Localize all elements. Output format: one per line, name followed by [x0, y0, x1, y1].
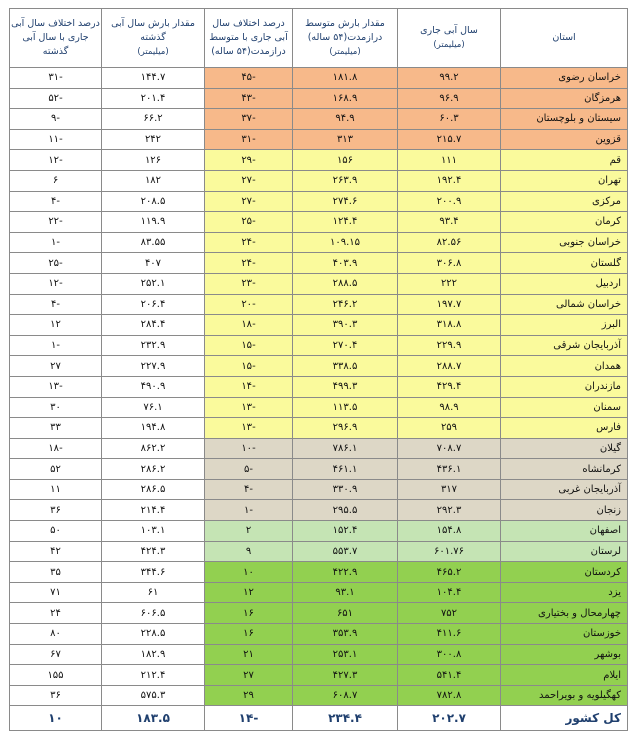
- longterm-avg-cell: ۲۷۴.۶: [293, 191, 398, 212]
- diff-vs-avg-cell: -۱: [205, 500, 293, 521]
- current-year-cell: ۴۶۵.۲: [398, 562, 501, 583]
- current-year-cell: ۳۱۸.۸: [398, 315, 501, 336]
- current-year-cell: ۴۳۶.۱: [398, 459, 501, 480]
- province-cell: اصفهان: [501, 521, 628, 542]
- current-year-cell: ۱۰۴.۴: [398, 582, 501, 603]
- longterm-avg-cell: ۵۵۳.۷: [293, 541, 398, 562]
- longterm-avg-cell: ۱۱۳.۵: [293, 397, 398, 418]
- province-cell: کردستان: [501, 562, 628, 583]
- province-cell: سیستان و بلوچستان: [501, 109, 628, 130]
- last-year-cell: ۲۸۶.۵: [102, 479, 205, 500]
- province-cell: گلستان: [501, 253, 628, 274]
- current-year-cell: ۲۲۲: [398, 273, 501, 294]
- diff-vs-avg-cell: -۵: [205, 459, 293, 480]
- longterm-avg-cell: ۱۲۴.۴: [293, 212, 398, 233]
- last-year-cell: ۴۲۴.۳: [102, 541, 205, 562]
- last-year-cell: ۱۸۲: [102, 170, 205, 191]
- table-row: [10, 212, 628, 233]
- current-year-cell: ۲۸۸.۷: [398, 356, 501, 377]
- table-row: [10, 665, 628, 686]
- diff-vs-last-cell: ۸۰: [10, 624, 102, 645]
- diff-vs-last-cell: ۱۱: [10, 479, 102, 500]
- last-year-cell: ۶۶.۲: [102, 109, 205, 130]
- current-year-cell: ۸۲.۵۶: [398, 232, 501, 253]
- longterm-avg-cell: ۱۶۸.۹: [293, 88, 398, 109]
- province-cell: خراسان شمالی: [501, 294, 628, 315]
- last-year-cell: ۱۴۴.۷: [102, 68, 205, 89]
- table-row: [10, 479, 628, 500]
- last-year-cell: ۲۳۲.۹: [102, 335, 205, 356]
- province-cell: ایلام: [501, 665, 628, 686]
- last-year-cell: ۵۷۵.۳: [102, 685, 205, 706]
- diff-vs-last-cell: -۹: [10, 109, 102, 130]
- last-year-cell: ۸۳.۵۵: [102, 232, 205, 253]
- table-row: [10, 232, 628, 253]
- last-year-cell: ۲۱۲.۴: [102, 665, 205, 686]
- diff-vs-avg-cell: ۱۲: [205, 582, 293, 603]
- diff-vs-avg-cell: ۲: [205, 521, 293, 542]
- diff-vs-last-cell: ۱۲: [10, 315, 102, 336]
- last-year-cell: ۱۰۳.۱: [102, 521, 205, 542]
- table-row: [10, 253, 628, 274]
- longterm-avg-cell: ۱۸۱.۸: [293, 68, 398, 89]
- diff-vs-avg-cell: -۲۷: [205, 170, 293, 191]
- longterm-avg-cell: ۲۶۳.۹: [293, 170, 398, 191]
- diff-vs-last-cell: -۱: [10, 335, 102, 356]
- province-cell: خراسان جنوبی: [501, 232, 628, 253]
- diff-vs-avg-cell: -۲۹: [205, 150, 293, 171]
- diff-vs-avg-cell: -۱۳: [205, 418, 293, 439]
- last-year-cell: ۷۶.۱: [102, 397, 205, 418]
- diff-vs-avg-cell: -۱۴: [205, 376, 293, 397]
- table-row: [10, 644, 628, 665]
- current-year-cell: ۳۱۷: [398, 479, 501, 500]
- rainfall-table-container: [9, 8, 627, 731]
- current-year-cell: ۱۵۴.۸: [398, 521, 501, 542]
- diff-vs-avg-cell: -۴۳: [205, 88, 293, 109]
- diff-vs-last-cell: -۱۲: [10, 150, 102, 171]
- longterm-avg-cell: ۶۰۸.۷: [293, 685, 398, 706]
- last-year-cell: ۱۲۶: [102, 150, 205, 171]
- province-cell: خراسان رضوی: [501, 68, 628, 89]
- longterm-avg-cell: ۲۷۰.۴: [293, 335, 398, 356]
- longterm-avg-cell: ۲۴۶.۲: [293, 294, 398, 315]
- table-row: [10, 129, 628, 150]
- current-year-cell: ۲۱۵.۷: [398, 129, 501, 150]
- current-year-cell: ۱۹۲.۴: [398, 170, 501, 191]
- table-row: [10, 356, 628, 377]
- current-year-cell: ۲۰۰.۹: [398, 191, 501, 212]
- last-year-cell: ۲۱۴.۴: [102, 500, 205, 521]
- diff-vs-last-cell: ۱۵۵: [10, 665, 102, 686]
- table-row: [10, 582, 628, 603]
- province-cell: لرستان: [501, 541, 628, 562]
- rainfall-table: [9, 8, 628, 731]
- diff-vs-last-cell: ۳۵: [10, 562, 102, 583]
- diff-vs-avg-cell: ۲۷: [205, 665, 293, 686]
- current-year-cell: ۶۰۱.۷۶: [398, 541, 501, 562]
- last-year-cell: ۱۱۹.۹: [102, 212, 205, 233]
- total-last: ۱۸۳.۵: [102, 706, 205, 731]
- last-year-cell: ۶۱: [102, 582, 205, 603]
- longterm-avg-cell: ۲۵۳.۱: [293, 644, 398, 665]
- province-cell: همدان: [501, 356, 628, 377]
- diff-vs-avg-cell: -۲۵: [205, 212, 293, 233]
- diff-vs-avg-cell: ۲۱: [205, 644, 293, 665]
- current-year-cell: ۱۱۱: [398, 150, 501, 171]
- diff-vs-avg-cell: -۱۸: [205, 315, 293, 336]
- province-cell: آذربایجان غربی: [501, 479, 628, 500]
- table-row: [10, 315, 628, 336]
- diff-vs-avg-cell: -۱۳: [205, 397, 293, 418]
- last-year-cell: ۱۹۴.۸: [102, 418, 205, 439]
- current-year-cell: ۶۰.۳: [398, 109, 501, 130]
- table-row: [10, 397, 628, 418]
- province-cell: اردبیل: [501, 273, 628, 294]
- longterm-avg-cell: ۴۹۹.۳: [293, 376, 398, 397]
- diff-vs-last-cell: ۵۲: [10, 459, 102, 480]
- current-year-cell: ۴۲۹.۴: [398, 376, 501, 397]
- table-row: [10, 624, 628, 645]
- current-year-cell: ۱۹۷.۷: [398, 294, 501, 315]
- current-year-cell: ۵۴۱.۴: [398, 665, 501, 686]
- last-year-cell: ۲۵۲.۱: [102, 273, 205, 294]
- province-cell: کهگیلویه و بویراحمد: [501, 685, 628, 706]
- province-cell: آذربایجان شرقی: [501, 335, 628, 356]
- current-year-cell: ۹۸.۹: [398, 397, 501, 418]
- diff-vs-avg-cell: ۱۰: [205, 562, 293, 583]
- header-diff-vs-last: درصد اختلاف سال آبی جاری با سال آبی گذشته: [10, 9, 102, 68]
- diff-vs-last-cell: -۱۱: [10, 129, 102, 150]
- diff-vs-avg-cell: -۲۴: [205, 232, 293, 253]
- diff-vs-last-cell: -۳۱: [10, 68, 102, 89]
- diff-vs-last-cell: -۴: [10, 191, 102, 212]
- last-year-cell: ۲۲۷.۹: [102, 356, 205, 377]
- diff-vs-last-cell: ۳۰: [10, 397, 102, 418]
- total-label: کل کشور: [501, 706, 628, 731]
- table-row: [10, 68, 628, 89]
- current-year-cell: ۳۰۰.۸: [398, 644, 501, 665]
- diff-vs-last-cell: ۶: [10, 170, 102, 191]
- total-diff-last: ۱۰: [10, 706, 102, 731]
- table-row: [10, 376, 628, 397]
- longterm-avg-cell: ۹۴.۹: [293, 109, 398, 130]
- table-row: [10, 438, 628, 459]
- table-row: [10, 521, 628, 542]
- diff-vs-avg-cell: -۲۷: [205, 191, 293, 212]
- diff-vs-last-cell: -۱۲: [10, 273, 102, 294]
- last-year-cell: ۸۶۲.۲: [102, 438, 205, 459]
- diff-vs-avg-cell: -۴: [205, 479, 293, 500]
- longterm-avg-cell: ۶۵۱: [293, 603, 398, 624]
- current-year-cell: ۲۹۲.۳: [398, 500, 501, 521]
- province-cell: قزوین: [501, 129, 628, 150]
- table-row: [10, 541, 628, 562]
- longterm-avg-cell: ۴۲۷.۳: [293, 665, 398, 686]
- diff-vs-avg-cell: -۲۴: [205, 253, 293, 274]
- header-current-year: سال آبی جاری (میلیمتر): [398, 9, 501, 68]
- province-cell: خوزستان: [501, 624, 628, 645]
- last-year-cell: ۲۸۴.۴: [102, 315, 205, 336]
- diff-vs-avg-cell: -۳۱: [205, 129, 293, 150]
- table-row: [10, 562, 628, 583]
- table-row: [10, 335, 628, 356]
- table-row: [10, 170, 628, 191]
- table-row: [10, 273, 628, 294]
- diff-vs-avg-cell: ۱۶: [205, 624, 293, 645]
- province-cell: گیلان: [501, 438, 628, 459]
- diff-vs-last-cell: -۱: [10, 232, 102, 253]
- last-year-cell: ۲۰۱.۴: [102, 88, 205, 109]
- table-row: [10, 294, 628, 315]
- province-cell: سمنان: [501, 397, 628, 418]
- table-row: [10, 500, 628, 521]
- diff-vs-last-cell: ۶۷: [10, 644, 102, 665]
- longterm-avg-cell: ۱۵۶: [293, 150, 398, 171]
- last-year-cell: ۳۴۴.۶: [102, 562, 205, 583]
- current-year-cell: ۹۹.۲: [398, 68, 501, 89]
- diff-vs-avg-cell: ۹: [205, 541, 293, 562]
- longterm-avg-cell: ۱۵۲.۴: [293, 521, 398, 542]
- current-year-cell: ۳۰۶.۸: [398, 253, 501, 274]
- longterm-avg-cell: ۴۲۲.۹: [293, 562, 398, 583]
- longterm-avg-cell: ۳۹۰.۳: [293, 315, 398, 336]
- header-last-year: مقدار بارش سال آبی گذشته (میلیمتر): [102, 9, 205, 68]
- diff-vs-last-cell: ۷۱: [10, 582, 102, 603]
- current-year-cell: ۲۵۹: [398, 418, 501, 439]
- diff-vs-last-cell: ۵۰: [10, 521, 102, 542]
- province-cell: مازندران: [501, 376, 628, 397]
- total-diff-avg: -۱۴: [205, 706, 293, 731]
- longterm-avg-cell: ۴۶۱.۱: [293, 459, 398, 480]
- diff-vs-last-cell: -۴: [10, 294, 102, 315]
- diff-vs-last-cell: -۱۸: [10, 438, 102, 459]
- last-year-cell: ۲۸۶.۲: [102, 459, 205, 480]
- diff-vs-last-cell: ۴۲: [10, 541, 102, 562]
- table-row: [10, 685, 628, 706]
- header-province: استان: [501, 9, 628, 68]
- province-cell: قم: [501, 150, 628, 171]
- longterm-avg-cell: ۹۳.۱: [293, 582, 398, 603]
- longterm-avg-cell: ۱۰۹.۱۵: [293, 232, 398, 253]
- province-cell: زنجان: [501, 500, 628, 521]
- total-row: [10, 706, 628, 731]
- diff-vs-last-cell: -۱۳: [10, 376, 102, 397]
- header-diff-vs-avg: درصد اختلاف سال آبی جاری با متوسط درازمدت(۵۴ ساله): [205, 9, 293, 68]
- longterm-avg-cell: ۳۱۳: [293, 129, 398, 150]
- current-year-cell: ۲۲۹.۹: [398, 335, 501, 356]
- province-cell: بوشهر: [501, 644, 628, 665]
- longterm-avg-cell: ۲۹۶.۹: [293, 418, 398, 439]
- table-row: [10, 191, 628, 212]
- diff-vs-avg-cell: -۱۵: [205, 356, 293, 377]
- last-year-cell: ۲۰۶.۴: [102, 294, 205, 315]
- table-row: [10, 109, 628, 130]
- longterm-avg-cell: ۲۸۸.۵: [293, 273, 398, 294]
- province-cell: تهران: [501, 170, 628, 191]
- longterm-avg-cell: ۳۳۸.۵: [293, 356, 398, 377]
- longterm-avg-cell: ۴۰۳.۹: [293, 253, 398, 274]
- longterm-avg-cell: ۷۸۶.۱: [293, 438, 398, 459]
- current-year-cell: ۷۸۲.۸: [398, 685, 501, 706]
- table-row: [10, 418, 628, 439]
- table-row: [10, 459, 628, 480]
- province-cell: چهارمحال و بختیاری: [501, 603, 628, 624]
- last-year-cell: ۲۲۸.۵: [102, 624, 205, 645]
- last-year-cell: ۴۰۷: [102, 253, 205, 274]
- table-row: [10, 88, 628, 109]
- table-row: [10, 150, 628, 171]
- province-cell: فارس: [501, 418, 628, 439]
- province-cell: کرمانشاه: [501, 459, 628, 480]
- diff-vs-avg-cell: -۲۰: [205, 294, 293, 315]
- last-year-cell: ۲۴۲: [102, 129, 205, 150]
- diff-vs-last-cell: -۵۲: [10, 88, 102, 109]
- current-year-cell: ۹۳.۴: [398, 212, 501, 233]
- last-year-cell: ۲۰۸.۵: [102, 191, 205, 212]
- province-cell: مرکزی: [501, 191, 628, 212]
- diff-vs-last-cell: ۳۶: [10, 500, 102, 521]
- diff-vs-avg-cell: -۴۵: [205, 68, 293, 89]
- province-cell: یزد: [501, 582, 628, 603]
- total-current: ۲۰۲.۷: [398, 706, 501, 731]
- diff-vs-avg-cell: ۱۶: [205, 603, 293, 624]
- table-header-row: [10, 9, 628, 68]
- diff-vs-avg-cell: -۱۰: [205, 438, 293, 459]
- diff-vs-last-cell: ۲۴: [10, 603, 102, 624]
- diff-vs-last-cell: ۳۳: [10, 418, 102, 439]
- diff-vs-avg-cell: -۳۷: [205, 109, 293, 130]
- diff-vs-last-cell: -۲۵: [10, 253, 102, 274]
- current-year-cell: ۷۵۲: [398, 603, 501, 624]
- last-year-cell: ۴۹۰.۹: [102, 376, 205, 397]
- table-row: [10, 603, 628, 624]
- diff-vs-last-cell: -۲۲: [10, 212, 102, 233]
- longterm-avg-cell: ۳۳۰.۹: [293, 479, 398, 500]
- diff-vs-avg-cell: -۲۳: [205, 273, 293, 294]
- current-year-cell: ۴۱۱.۶: [398, 624, 501, 645]
- diff-vs-last-cell: ۲۷: [10, 356, 102, 377]
- longterm-avg-cell: ۳۵۳.۹: [293, 624, 398, 645]
- current-year-cell: ۹۶.۹: [398, 88, 501, 109]
- last-year-cell: ۱۸۲.۹: [102, 644, 205, 665]
- province-cell: هرمزگان: [501, 88, 628, 109]
- header-longterm-avg: مقدار بارش متوسط درازمدت(۵۴ ساله) (میلیمتر): [293, 9, 398, 68]
- province-cell: البرز: [501, 315, 628, 336]
- longterm-avg-cell: ۲۹۵.۵: [293, 500, 398, 521]
- diff-vs-last-cell: ۳۶: [10, 685, 102, 706]
- current-year-cell: ۷۰۸.۷: [398, 438, 501, 459]
- total-avg: ۲۳۴.۴: [293, 706, 398, 731]
- diff-vs-avg-cell: -۱۵: [205, 335, 293, 356]
- province-cell: کرمان: [501, 212, 628, 233]
- diff-vs-avg-cell: ۲۹: [205, 685, 293, 706]
- last-year-cell: ۶۰۶.۵: [102, 603, 205, 624]
